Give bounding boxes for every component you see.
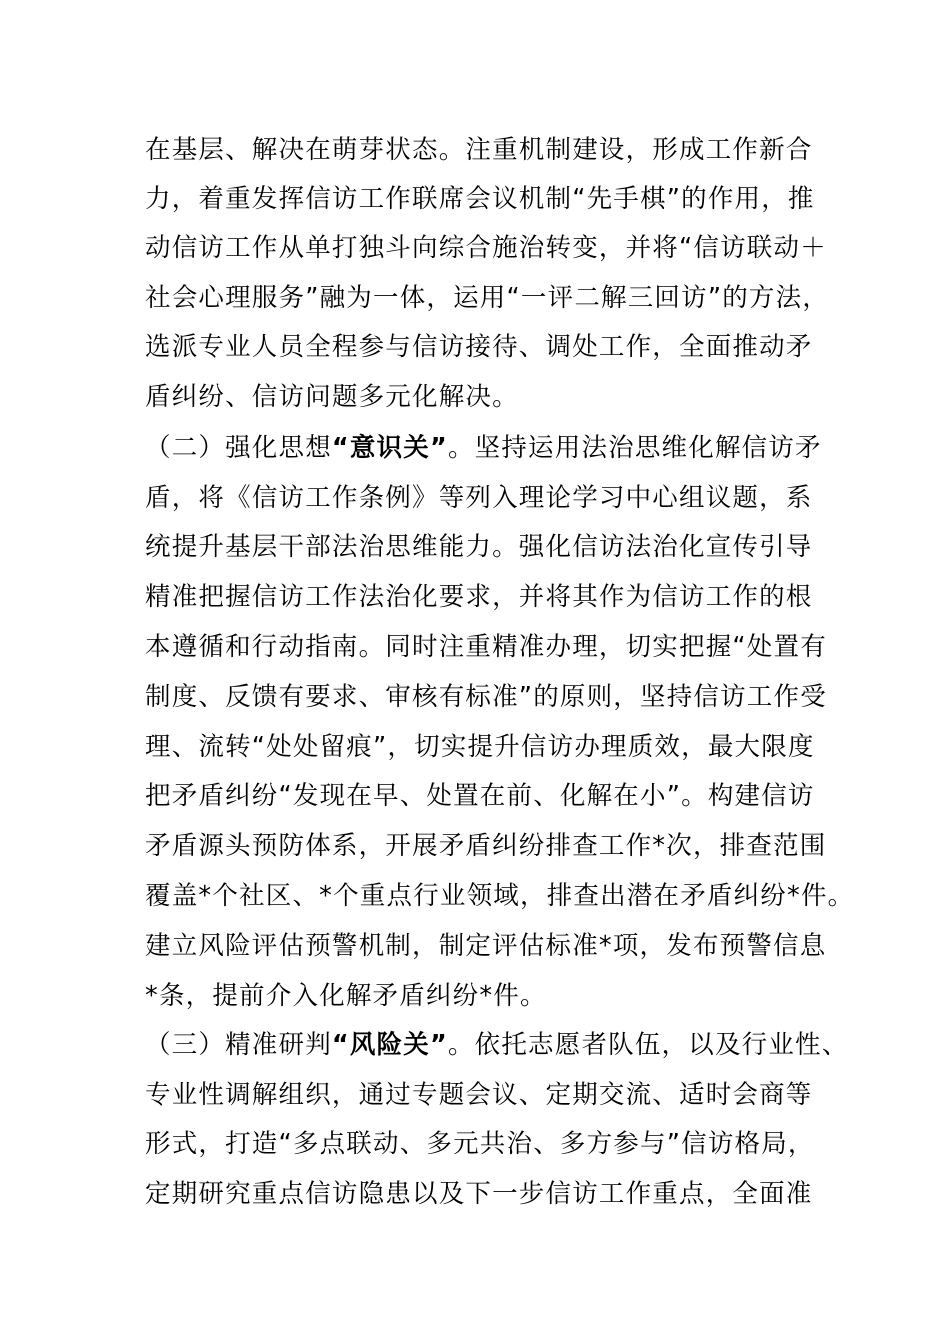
- section-2-text: 。坚持运用法治思维化解信访矛: [447, 433, 822, 463]
- body-line-17: 建立风险评估预警机制，制定评估标准*项，发布预警信息: [145, 931, 827, 961]
- body-line-10: 精准把握信访工作法治化要求，并将其作为信访工作的根: [145, 582, 813, 612]
- body-line-16: 覆盖*个社区、*个重点行业领域，排查出潜在矛盾纠纷*件。: [145, 881, 855, 911]
- section-3-prefix: （三）精准研判: [145, 1030, 332, 1060]
- body-line-3: 动信访工作从单打独斗向综合施治转变，并将“信访联动＋: [145, 233, 827, 263]
- body-line-8: 盾，将《信访工作条例》等列入理论学习中心组议题，系: [145, 483, 813, 513]
- body-line-14: 把矛盾纠纷“发现在早、处置在前、化解在小”。构建信访: [145, 781, 815, 811]
- body-line-4: 社会心理服务”融为一体，运用“一评二解三回访”的方法，: [145, 283, 830, 313]
- body-line-12: 制度、反馈有要求、审核有标准”的原则，坚持信访工作受: [145, 682, 827, 712]
- body-line-20: 专业性调解组织，通过专题会议、定期交流、适时会商等: [145, 1080, 813, 1110]
- section-3-title: “风险关”: [331, 1030, 448, 1060]
- body-line-15: 矛盾源头预防体系，开展矛盾纠纷排查工作*次，排查范围: [145, 831, 827, 861]
- body-line-9: 统提升基层干部法治思维能力。强化信访法治化宣传引导: [145, 532, 813, 562]
- body-line-13: 理、流转“处处留痕”，切实提升信访办理质效，最大限度: [145, 732, 815, 762]
- body-line-6: 盾纠纷、信访问题多元化解决。: [145, 382, 519, 412]
- body-line-5: 选派专业人员全程参与信访接待、调处工作，全面推动矛: [145, 332, 813, 362]
- body-line-22: 定期研究重点信访隐患以及下一步信访工作重点，全面准: [145, 1179, 813, 1209]
- section-heading-2: [145, 431, 822, 465]
- body-line-11: 本遵循和行动指南。同时注重精准办理，切实把握“处置有: [145, 632, 827, 662]
- section-heading-3: [145, 1028, 848, 1062]
- section-2-prefix: （二）强化思想: [145, 433, 332, 463]
- body-line-1: 在基层、解决在萌芽状态。注重机制建设，形成工作新合: [145, 135, 813, 165]
- body-line-2: 力，着重发挥信访工作联席会议机制“先手棋”的作用，推: [145, 184, 815, 214]
- section-3-text: 。依托志愿者队伍，以及行业性、: [447, 1030, 849, 1060]
- section-2-title: “意识关”: [331, 433, 448, 463]
- body-line-18: *条，提前介入化解矛盾纠纷*件。: [145, 981, 547, 1011]
- body-line-21: 形式，打造“多点联动、多元共治、多方参与”信访格局，: [145, 1129, 815, 1159]
